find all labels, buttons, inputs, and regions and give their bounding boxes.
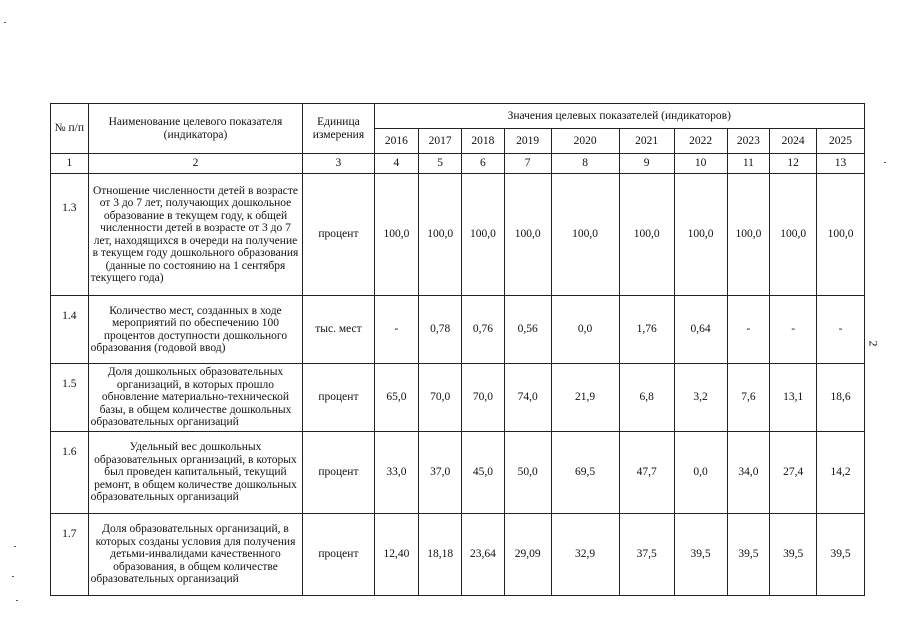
table-row [51,364,865,432]
value-cell: 1,76 [619,296,674,364]
year-header: 2020 [551,129,619,154]
scan-speck [4,22,6,23]
value-cell: 0,0 [551,296,619,364]
value-cell: - [770,296,817,364]
year-header: 2021 [619,129,674,154]
value-cell: 34,0 [727,432,770,514]
year-header: 2022 [674,129,727,154]
column-number: 12 [770,154,817,174]
value-cell: 18,6 [817,364,865,432]
row-number: 1.6 [51,432,89,514]
value-cell: 27,4 [770,432,817,514]
value-cell: 100,0 [770,174,817,296]
column-number: 5 [419,154,462,174]
unit-cell: процент [303,432,374,514]
indicator-name: Удельный вес дошкольных образовательных организаций, в которых был проведен капитальный, текущий ремонт, в общем количестве дошкольных образовательных организаций [88,432,303,514]
indicator-name: Доля образовательных организаций, в которых созданы условия для получения детьми-инвалидами качественного образования, в общем количестве образовательных организаций [88,514,303,596]
value-cell: 37,0 [419,432,462,514]
value-cell: 100,0 [504,174,551,296]
value-cell: 74,0 [504,364,551,432]
value-cell: 29,09 [504,514,551,596]
value-cell: 70,0 [419,364,462,432]
year-header: 2019 [504,129,551,154]
indicators-table [50,103,865,596]
value-cell: - [727,296,770,364]
column-number: 1 [51,154,89,174]
value-cell: 100,0 [551,174,619,296]
value-cell: 70,0 [462,364,505,432]
value-cell: 39,5 [817,514,865,596]
value-cell: 100,0 [619,174,674,296]
value-cell: 7,6 [727,364,770,432]
year-header: 2023 [727,129,770,154]
year-header: 2025 [817,129,865,154]
column-number: 7 [504,154,551,174]
unit-cell: процент [303,514,374,596]
column-number: 11 [727,154,770,174]
year-header: 2024 [770,129,817,154]
year-header: 2016 [374,129,419,154]
value-cell: 13,1 [770,364,817,432]
value-cell: 0,64 [674,296,727,364]
value-cell: 100,0 [817,174,865,296]
row-number: 1.4 [51,296,89,364]
value-cell: 100,0 [374,174,419,296]
column-number: 9 [619,154,674,174]
unit-cell: тыс. мест [303,296,374,364]
row-number: 1.3 [51,174,89,296]
value-cell: 3,2 [674,364,727,432]
value-cell: 12,40 [374,514,419,596]
scan-speck [14,546,16,547]
value-cell: 21,9 [551,364,619,432]
table-row [51,432,865,514]
value-cell: 45,0 [462,432,505,514]
value-cell: 47,7 [619,432,674,514]
value-cell: 50,0 [504,432,551,514]
indicator-name: Доля дошкольных образовательных организаций, в которых прошло обновление материально-технической базы, в общем количестве дошкольных образовательных организаций [88,364,303,432]
col-header-values: Значения целевых показателей (индикаторов) [374,104,864,129]
value-cell: 37,5 [619,514,674,596]
value-cell: 6,8 [619,364,674,432]
column-number: 10 [674,154,727,174]
col-header-unit: Единица измерения [303,104,374,154]
scan-speck [12,576,14,577]
scan-speck [16,600,18,601]
value-cell: 0,78 [419,296,462,364]
scan-speck [884,162,886,163]
column-number: 13 [817,154,865,174]
value-cell: 18,18 [419,514,462,596]
table-row [51,174,865,296]
value-cell: - [817,296,865,364]
unit-cell: процент [303,364,374,432]
column-number: 4 [374,154,419,174]
page-number: 2 [866,340,881,347]
unit-cell: процент [303,174,374,296]
value-cell: 100,0 [462,174,505,296]
row-number: 1.7 [51,514,89,596]
value-cell: 65,0 [374,364,419,432]
value-cell: 23,64 [462,514,505,596]
year-header: 2018 [462,129,505,154]
table-row [51,514,865,596]
value-cell: 100,0 [674,174,727,296]
value-cell: 0,0 [674,432,727,514]
value-cell: 69,5 [551,432,619,514]
table-row [51,296,865,364]
value-cell: 100,0 [419,174,462,296]
col-header-num: № п/п [51,104,89,154]
value-cell: 0,76 [462,296,505,364]
value-cell: 32,9 [551,514,619,596]
value-cell: 33,0 [374,432,419,514]
column-number: 6 [462,154,505,174]
value-cell: - [374,296,419,364]
indicator-name: Отношение численности детей в возрасте от 3 до 7 лет, получающих дошкольное образование в текущем году, к общей численности детей в возрасте от 3 до 7 лет, находящихся в очереди на получение в текущем году дошкольного образования (данные по состоянию на 1 сентября текущего года) [88,174,303,296]
value-cell: 39,5 [727,514,770,596]
col-header-name: Наименование целевого показателя (индикатора) [88,104,303,154]
value-cell: 14,2 [817,432,865,514]
column-number: 8 [551,154,619,174]
value-cell: 39,5 [674,514,727,596]
indicator-name: Количество мест, созданных в ходе мероприятий по обеспечению 100 процентов доступности дошкольного образования (годовой ввод) [88,296,303,364]
value-cell: 0,56 [504,296,551,364]
value-cell: 39,5 [770,514,817,596]
column-number: 3 [303,154,374,174]
value-cell: 100,0 [727,174,770,296]
year-header: 2017 [419,129,462,154]
row-number: 1.5 [51,364,89,432]
column-number: 2 [88,154,303,174]
